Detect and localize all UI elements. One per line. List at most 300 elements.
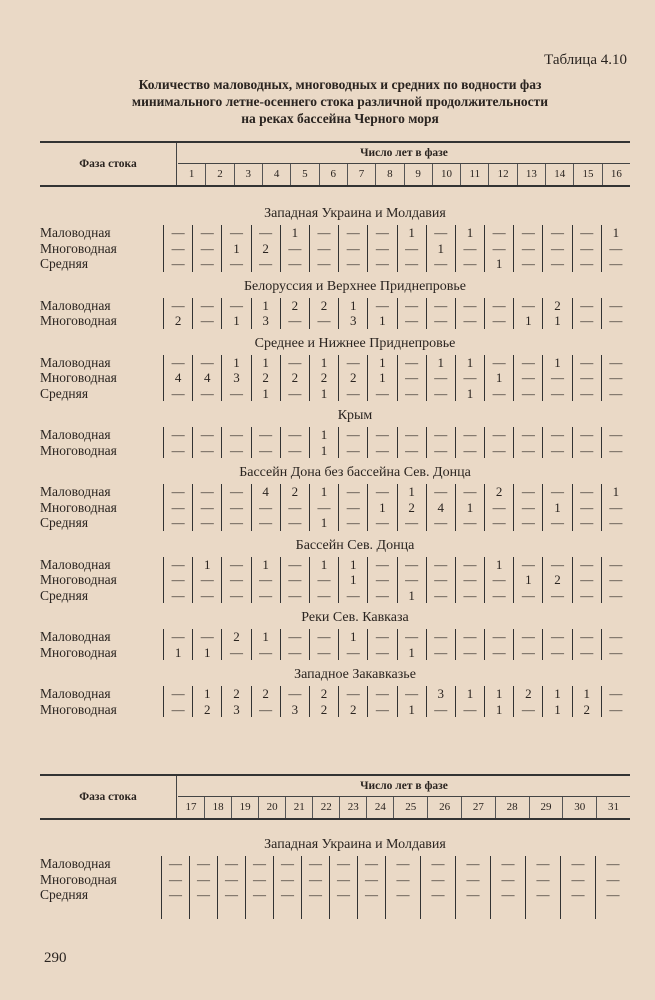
row-label: Маловодная	[40, 354, 111, 370]
cell-value: —	[580, 515, 594, 530]
section-title: Западная Украина и Молдавия	[264, 837, 446, 852]
value-column	[513, 686, 542, 717]
column-number: 7	[347, 164, 375, 185]
cell-value: —	[281, 871, 294, 887]
cell-value: —	[463, 370, 477, 385]
cell-value: —	[521, 256, 535, 271]
cell-value: —	[229, 556, 243, 572]
cell-value: 1	[379, 354, 386, 370]
cell-value: 3	[233, 370, 240, 385]
value-column	[513, 427, 542, 458]
table-section	[40, 832, 630, 921]
value-column	[221, 484, 250, 531]
value-column	[309, 355, 338, 402]
cell-value: —	[375, 515, 389, 530]
row-labels	[40, 355, 163, 402]
cell-value: 2	[262, 240, 269, 256]
value-column	[280, 484, 309, 531]
row-label: Многоводная	[40, 370, 117, 385]
cell-value: —	[609, 313, 623, 328]
row-label: Маловодная	[40, 686, 111, 701]
cell-value: 1	[495, 686, 503, 701]
cell-value: —	[375, 629, 389, 644]
cell-value: —	[288, 515, 302, 530]
cell-value: —	[606, 871, 620, 887]
row-label: Маловодная	[40, 484, 111, 499]
cell-value: —	[434, 515, 448, 530]
cell-value: —	[405, 442, 419, 458]
cell-value: —	[551, 240, 565, 256]
cell-value: —	[405, 556, 419, 572]
caption-line: Количество маловодных, многоводных и средних по водности фаз	[138, 77, 542, 92]
value-column	[309, 427, 338, 458]
value-column	[513, 557, 542, 604]
cell-value: 2	[349, 370, 357, 385]
cell-value: —	[375, 385, 389, 401]
cell-value: 2	[554, 572, 561, 587]
cell-value: —	[229, 225, 243, 240]
row-label: Маловодная	[40, 427, 111, 442]
section-body	[40, 484, 630, 533]
value-column	[309, 298, 338, 329]
cell-value: —	[288, 556, 302, 572]
cell-value: —	[346, 686, 360, 701]
cell-value: —	[551, 385, 565, 401]
cell-value: 1	[495, 256, 503, 271]
cell-value: —	[396, 871, 410, 887]
value-column	[251, 427, 280, 458]
cell-value: 2	[262, 370, 269, 385]
cell-value: —	[580, 484, 594, 499]
value-column	[601, 298, 630, 329]
column-number: 16	[602, 164, 630, 185]
cell-value: 1	[495, 701, 503, 717]
cell-value: —	[609, 256, 623, 271]
cell-value: —	[375, 442, 389, 458]
cell-value: —	[405, 629, 419, 644]
column-number: 30	[562, 797, 596, 818]
cell-value: —	[346, 225, 360, 240]
row-labels	[40, 298, 163, 329]
section-title: Реки Сев. Кавказа	[301, 610, 409, 625]
cell-value: —	[609, 427, 623, 442]
cell-value: —	[580, 499, 594, 515]
cell-value: 1	[554, 354, 561, 370]
value-column	[221, 686, 250, 717]
cell-value: —	[346, 587, 360, 603]
cell-value: —	[492, 427, 506, 442]
value-column	[426, 427, 455, 458]
value-column	[397, 355, 426, 402]
value-column	[426, 225, 455, 272]
cell-value: 1	[320, 427, 328, 442]
value-column	[490, 856, 525, 919]
section-body	[40, 686, 630, 719]
cell-value: 4	[262, 484, 269, 499]
cell-value: 1	[262, 354, 269, 370]
cell-value: —	[580, 385, 594, 401]
value-column	[221, 557, 250, 604]
cell-value: —	[171, 256, 185, 271]
cell-value: —	[434, 644, 448, 660]
cell-value: —	[580, 572, 594, 587]
value-column	[455, 856, 490, 919]
cell-value: —	[609, 240, 623, 256]
cell-value: 1	[262, 385, 269, 401]
value-column	[542, 355, 571, 402]
cell-value: —	[197, 887, 210, 902]
cell-value: —	[200, 484, 214, 499]
value-column	[455, 484, 484, 531]
cell-value: —	[434, 587, 448, 603]
cell-value: —	[200, 629, 214, 644]
cell-value: —	[521, 556, 535, 572]
cell-value: —	[317, 587, 331, 603]
cell-value: —	[171, 701, 185, 717]
table-caption	[90, 76, 590, 127]
column-number: 13	[517, 164, 545, 185]
row-label: Средняя	[40, 385, 89, 401]
value-column	[560, 856, 595, 919]
value-column	[338, 629, 367, 660]
cell-value: 1	[495, 556, 503, 572]
cell-value: —	[229, 442, 243, 458]
cell-value: —	[609, 354, 623, 370]
cell-value: —	[521, 442, 535, 458]
cell-value: 2	[495, 484, 503, 499]
cell-value: —	[253, 856, 266, 871]
cell-value: —	[259, 701, 273, 717]
cell-value: —	[551, 442, 565, 458]
cell-value: —	[375, 644, 389, 660]
cell-value: —	[229, 427, 243, 442]
cell-value: —	[259, 427, 273, 442]
cell-value: —	[609, 442, 623, 458]
cell-value: —	[317, 644, 331, 660]
cell-value: 1	[525, 313, 532, 328]
cell-value: —	[463, 240, 477, 256]
cell-value: —	[288, 629, 302, 644]
value-column	[338, 427, 367, 458]
cell-value: 1	[204, 686, 211, 701]
cell-value: —	[492, 385, 506, 401]
cell-value: —	[551, 644, 565, 660]
value-column	[484, 355, 513, 402]
cell-value: 2	[291, 297, 299, 313]
cell-value: —	[521, 644, 535, 660]
cell-value: 1	[583, 686, 590, 701]
cell-value: —	[551, 629, 565, 644]
value-grid	[163, 225, 630, 272]
cell-value: —	[281, 856, 294, 871]
value-column	[513, 225, 542, 272]
value-column	[572, 629, 601, 660]
phase-column-header: Фаза стока	[40, 776, 177, 818]
cell-value: —	[337, 871, 350, 887]
section-body	[40, 298, 630, 331]
cell-value: —	[609, 629, 623, 644]
cell-value: 3	[291, 701, 299, 717]
section-title: Западная Украина и Молдавия	[264, 206, 446, 221]
value-column	[601, 686, 630, 717]
table-header	[40, 141, 630, 187]
value-column	[513, 298, 542, 329]
cell-value: —	[609, 385, 623, 401]
cell-value: —	[317, 572, 331, 587]
cell-value: 1	[466, 385, 474, 401]
cell-value: —	[536, 887, 550, 902]
cell-value: —	[171, 225, 185, 240]
value-column	[338, 484, 367, 531]
cell-value: —	[463, 484, 477, 499]
cell-value: —	[288, 572, 302, 587]
cell-value: 1	[437, 240, 445, 256]
cell-value: —	[171, 556, 185, 572]
value-column	[251, 557, 280, 604]
value-column	[484, 225, 513, 272]
cell-value: —	[365, 887, 378, 902]
value-column	[301, 856, 329, 919]
value-column	[163, 355, 192, 402]
value-column	[338, 557, 367, 604]
cell-value: —	[521, 629, 535, 644]
cell-value: —	[551, 256, 565, 271]
column-number: 27	[461, 797, 495, 818]
cell-value: —	[463, 644, 477, 660]
cell-value: —	[571, 871, 585, 887]
value-grid	[163, 686, 630, 717]
cell-value: —	[551, 587, 565, 603]
cell-value: —	[609, 556, 623, 572]
value-column	[484, 686, 513, 717]
cell-value: —	[463, 587, 477, 603]
cell-value: 1	[204, 556, 211, 572]
value-column	[601, 427, 630, 458]
column-numbers	[178, 797, 630, 818]
cell-value: —	[580, 297, 594, 313]
cell-value: —	[317, 313, 331, 328]
cell-value: —	[609, 297, 623, 313]
value-column	[357, 856, 385, 919]
cell-value: —	[200, 442, 214, 458]
cell-value: 1	[349, 556, 357, 572]
value-column	[426, 484, 455, 531]
cell-value: —	[434, 256, 448, 271]
cell-value: —	[571, 887, 585, 902]
value-column	[542, 629, 571, 660]
cell-value: —	[200, 240, 214, 256]
cell-value: 1	[408, 644, 415, 660]
cell-value: —	[317, 499, 331, 515]
cell-value: —	[197, 871, 210, 887]
column-number: 25	[393, 797, 427, 818]
column-number: 1	[188, 168, 195, 180]
cell-value: —	[317, 256, 331, 271]
cell-value: 2	[525, 686, 532, 701]
cell-value: 1	[612, 484, 620, 499]
cell-value: —	[200, 297, 214, 313]
cell-value: —	[609, 515, 623, 530]
cell-value: 1	[408, 701, 415, 717]
cell-value: —	[405, 370, 419, 385]
cell-value: —	[259, 644, 273, 660]
cell-value: 1	[320, 556, 328, 572]
cell-value: 1	[554, 499, 561, 515]
cell-value: —	[580, 629, 594, 644]
value-column	[251, 484, 280, 531]
section-body	[40, 856, 630, 921]
row-label: Многоводная	[40, 499, 117, 515]
cell-value: 3	[437, 686, 445, 701]
cell-value: —	[463, 256, 477, 271]
cell-value: —	[375, 484, 389, 499]
cell-value: —	[229, 484, 243, 499]
value-column	[221, 225, 250, 272]
cell-value: 1	[554, 313, 561, 328]
caption-line: минимального летне-осеннего стока различной продолжительности	[131, 94, 549, 109]
value-column	[163, 686, 192, 717]
value-column	[192, 355, 221, 402]
cell-value: —	[375, 427, 389, 442]
cell-value: —	[492, 442, 506, 458]
row-label: Многоводная	[40, 871, 117, 887]
cell-value: —	[466, 887, 480, 902]
row-label: Маловодная	[40, 556, 111, 572]
row-label: Маловодная	[40, 629, 111, 644]
cell-value: —	[551, 370, 565, 385]
section-title: Белоруссия и Верхнее Приднепровье	[243, 278, 466, 294]
value-column	[542, 686, 571, 717]
value-column	[397, 427, 426, 458]
cell-value: —	[171, 484, 185, 499]
cell-value: 1	[379, 499, 386, 515]
cell-value: —	[171, 587, 185, 603]
cell-value: —	[609, 587, 623, 603]
table-part-1	[40, 141, 630, 719]
cell-value: —	[337, 887, 350, 902]
cell-value: —	[171, 515, 185, 530]
cell-value: 1	[525, 572, 532, 587]
cell-value: —	[492, 297, 506, 313]
cell-value: 1	[466, 225, 474, 240]
row-labels	[40, 629, 163, 660]
cell-value: —	[346, 240, 360, 256]
column-number: 10	[432, 164, 460, 185]
cell-value: —	[521, 515, 535, 530]
cell-value: —	[492, 240, 506, 256]
value-column	[192, 225, 221, 272]
value-column	[367, 225, 396, 272]
cell-value: 2	[408, 499, 415, 515]
cell-value: —	[309, 856, 322, 871]
cell-value: 2	[233, 629, 240, 644]
cell-value: 3	[233, 701, 240, 717]
cell-value: 4	[174, 370, 182, 385]
value-column	[192, 686, 221, 717]
table-section	[40, 533, 630, 606]
cell-value: —	[169, 887, 182, 902]
value-column	[572, 355, 601, 402]
value-column	[367, 557, 396, 604]
section-body	[40, 225, 630, 274]
column-number: 26	[427, 797, 461, 818]
cell-value: —	[536, 856, 550, 871]
value-column	[367, 427, 396, 458]
cell-value: —	[434, 313, 448, 328]
cell-value: —	[463, 297, 477, 313]
value-column	[542, 225, 571, 272]
cell-value: —	[346, 515, 360, 530]
cell-value: —	[609, 644, 623, 660]
value-column	[251, 298, 280, 329]
cell-value: —	[434, 556, 448, 572]
column-number: 14	[545, 164, 573, 185]
table-section	[40, 274, 630, 331]
cell-value: —	[346, 427, 360, 442]
value-column	[513, 484, 542, 531]
cell-value: —	[580, 225, 594, 240]
cell-value: —	[169, 871, 182, 887]
cell-value: 1	[466, 354, 474, 370]
cell-value: —	[171, 686, 185, 701]
value-column	[338, 686, 367, 717]
value-column	[601, 484, 630, 531]
cell-value: 2	[583, 701, 590, 717]
column-number: 22	[312, 797, 339, 818]
value-column	[221, 298, 250, 329]
cell-value: —	[375, 297, 389, 313]
cell-value: —	[375, 587, 389, 603]
section-body	[40, 557, 630, 606]
value-column	[572, 225, 601, 272]
value-column	[455, 298, 484, 329]
cell-value: —	[463, 442, 477, 458]
column-number: 12	[488, 164, 516, 185]
value-column	[601, 225, 630, 272]
column-number: 11	[460, 164, 488, 185]
value-column	[280, 298, 309, 329]
value-column	[280, 355, 309, 402]
value-column	[221, 629, 250, 660]
cell-value: —	[463, 572, 477, 587]
value-column	[420, 856, 455, 919]
cell-value: —	[492, 644, 506, 660]
table-section	[40, 662, 630, 719]
cell-value: —	[521, 701, 535, 717]
value-column	[280, 686, 309, 717]
section-body	[40, 355, 630, 404]
column-number: 28	[495, 797, 529, 818]
value-grid	[161, 856, 630, 919]
cell-value: —	[405, 240, 419, 256]
value-grid	[163, 557, 630, 604]
cell-value: —	[521, 354, 535, 370]
cell-value: —	[580, 556, 594, 572]
cell-value: —	[337, 856, 350, 871]
cell-value: —	[229, 572, 243, 587]
cell-value: —	[501, 887, 515, 902]
cell-value: —	[405, 313, 419, 328]
cell-value: —	[431, 887, 445, 902]
cell-value: —	[253, 871, 266, 887]
cell-value: —	[346, 644, 360, 660]
cell-value: —	[492, 587, 506, 603]
cell-value: —	[405, 385, 419, 401]
cell-value: 1	[466, 499, 474, 515]
row-label: Многоводная	[40, 701, 117, 717]
cell-value: —	[229, 587, 243, 603]
cell-value: 2	[174, 313, 182, 328]
